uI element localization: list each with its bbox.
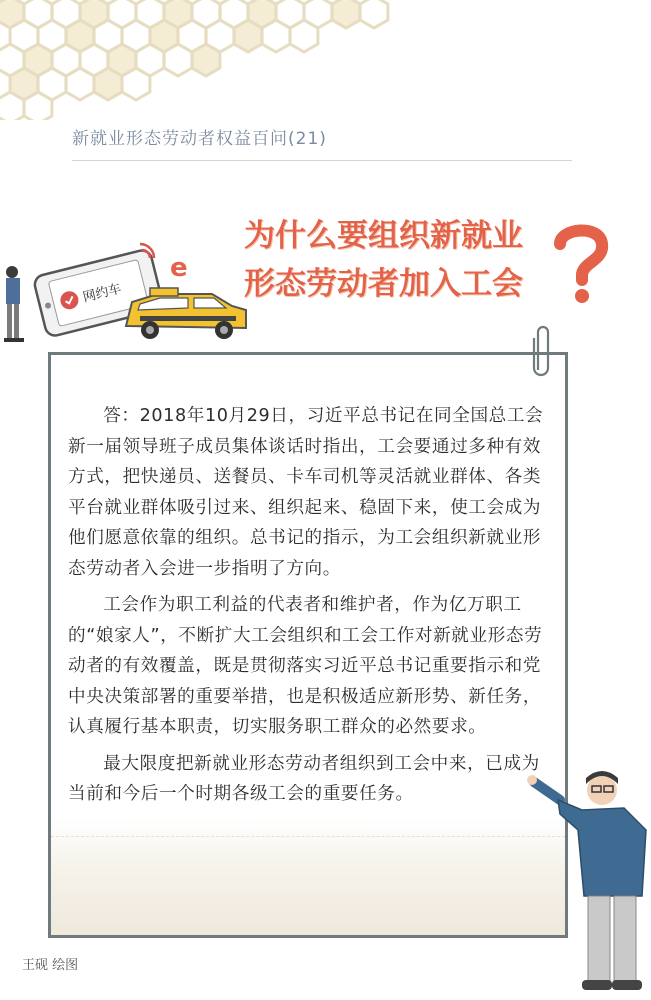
series-title: 新就业形态劳动者权益百问(21): [72, 129, 327, 149]
phone-app-label: 网约车: [81, 281, 123, 306]
paragraph: 最大限度把新就业形态劳动者组织到工会中来，已成为当前和今后一个时期各级工会的重要任务。: [68, 753, 540, 804]
hexagon-shape: [360, 0, 388, 28]
ride-hailing-illustration: [0, 236, 250, 348]
svg-text:e: e: [170, 253, 188, 283]
courier-figure: [4, 266, 24, 342]
hexagon-pattern: [0, 0, 400, 120]
hexagon-shape: [94, 68, 122, 100]
page-title-line-1: 为什么要组织新就业: [244, 218, 523, 254]
paragraph: 答：2018年10月29日，习近平总书记在同全国总工会新一届领导班子成员集体谈话时指出，工会要通过多种有效方式，把快递员、送餐员、卡车司机等灵活就业群体、各类平台就业群体吸引过来、组织起来、稳固下来，使工会成为他们愿意依靠的组织。总书记的指示，为工会组织新就业形态劳动者入会进一步指明了方向。: [68, 406, 544, 579]
hexagon-shape: [164, 44, 192, 76]
answer-panel: [48, 352, 568, 938]
person-illustration: [520, 770, 651, 996]
hexagon-shape: [24, 92, 52, 120]
paperclip-icon: [530, 322, 554, 378]
answer-text: [68, 401, 558, 816]
paragraph: 工会作为职工利益的代表者和维护者，作为亿万职工的“娘家人”，不断扩大工会组织和工会工作对新就业形态劳动者的有效覆盖，既是贯彻落实习近平总书记重要指示和党中央决策部署的重要举措，也是积极适应新形势、新任务，认真履行基本职责，切实服务职工群众的必然要求。: [68, 595, 543, 737]
hexagon-shape: [192, 44, 220, 76]
hexagon-shape: [234, 20, 262, 52]
hexagon-shape: [66, 68, 94, 100]
hexagon-shape: [122, 68, 150, 100]
illustrator-credit: 王砚 绘图: [22, 958, 79, 973]
hexagon-shape: [290, 20, 318, 52]
title-divider: [72, 160, 572, 161]
page-title-line-2: 形态劳动者加入工会: [244, 266, 523, 302]
hexagon-shape: [332, 0, 360, 28]
hexagon-shape: [262, 20, 290, 52]
question-mark-icon: [548, 222, 612, 304]
page-title: [244, 212, 564, 308]
